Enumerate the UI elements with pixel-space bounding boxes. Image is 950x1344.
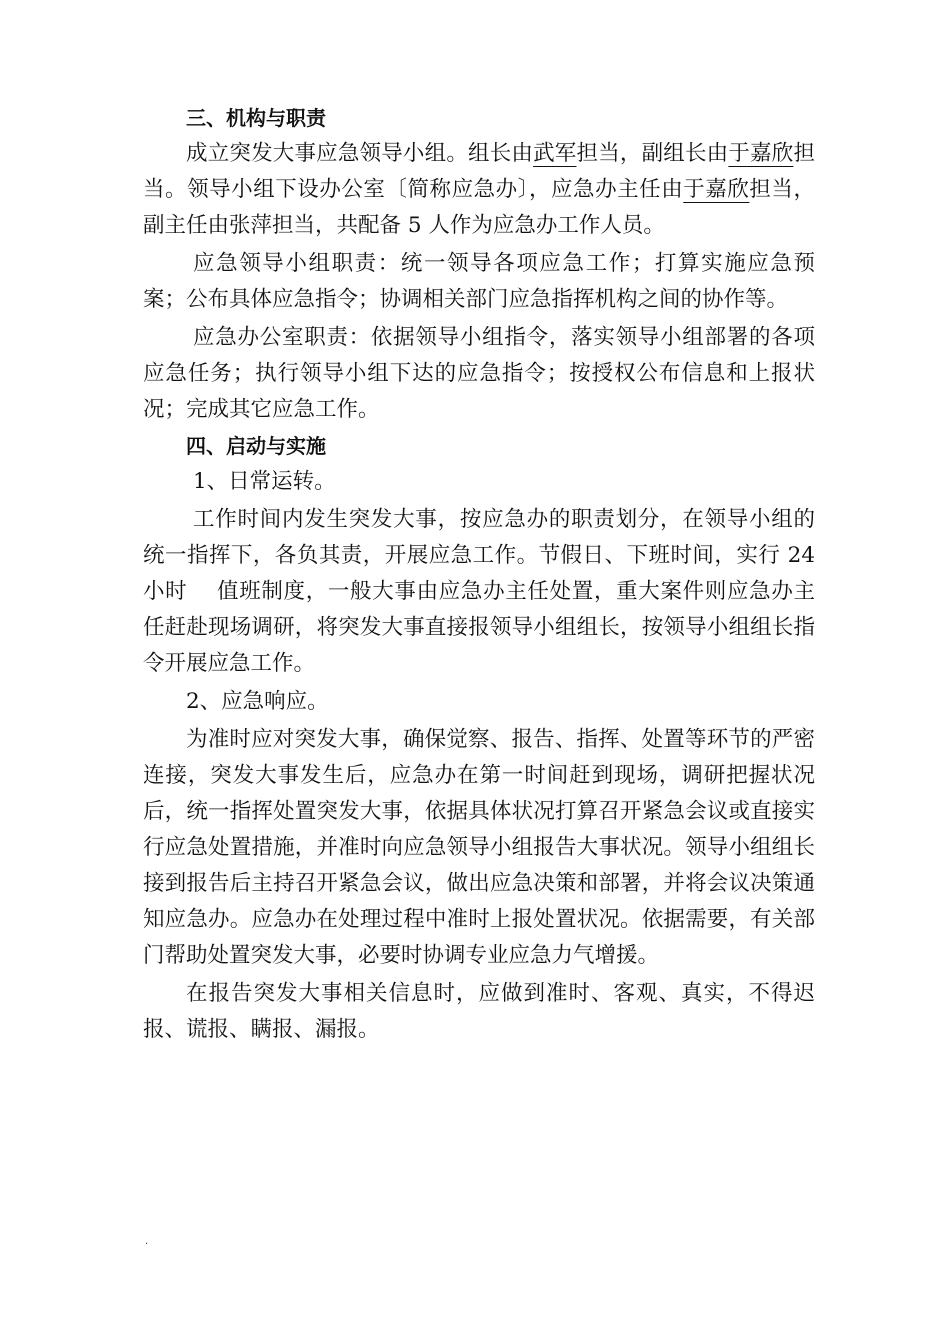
footer-mark: . [145,1236,149,1247]
paragraph-daily-operation: 工作时间内发生突发大事，按应急办的职责划分，在领导小组的统一指挥下，各负其责，开展应急工作。节假日、下班时间，实行 24 小时 值班制度，一般大事由应急办主任处置，重大案件则应急办主任赶赴现场调研，将突发大事直接报领导小组组长，按领导小组组长指令开展应急工作。 [143,507,815,676]
section-heading-launch: 四、启动与实施 [186,434,326,458]
document-body [143,100,815,1048]
subheading-emergency-response: 2、应急响应。 [186,689,329,714]
paragraph-group-duties: 应急领导小组职责：统一领导各项应急工作；打算实施应急预案；公布具体应急指令；协调相关部门应急指挥机构之间的协作等。 [143,251,815,312]
text-segment: 担当，副主任由张萍担当，共配备 5 人作为应急办工作人员。 [143,177,815,238]
underlined-name-leader: 武军 [533,141,577,166]
paragraph-office-duties: 应急办公室职责：依据领导小组指令，落实领导小组部署的各项应急任务；执行领导小组下达的应急指令；按授权公布信息和上报状况；完成其它应急工作。 [143,325,815,422]
text-segment: 担当。领导小组下设办公室〔简称应急办〕，应急办主任由 [143,141,815,202]
underlined-name-office-director: 于嘉欣 [683,177,750,202]
paragraph-emergency-response: 为准时应对突发大事，确保觉察、报告、指挥、处置等环节的严密连接，突发大事发生后，应急办在第一时间赶到现场，调研把握状况后，统一指挥处置突发大事，依据具体状况打算召开紧急会议或直接实行应急处置措施，并准时向应急领导小组报告大事状况。领导小组组长接到报告后主持召开紧急会议，做出应急决策和部署，并将会议决策通知应急办。应急办在处理过程中准时上报处置状况。依据需要，有关部门帮助处置突发大事，必要时协调专业应急力气增援。 [143,727,815,968]
paragraph-reporting: 在报告突发大事相关信息时，应做到准时、客观、真实，不得迟报、谎报、瞒报、漏报。 [143,981,815,1042]
text-segment: 担当，副组长由 [576,141,729,166]
text-segment: 成立突发大事应急领导小组。组长由 [186,141,534,166]
paragraph-leadership-group [143,136,815,244]
subheading-daily-operation: 1、日常运转。 [193,469,336,494]
section-heading-organization: 三、机构与职责 [186,106,326,130]
underlined-name-deputy: 于嘉欣 [728,141,794,166]
